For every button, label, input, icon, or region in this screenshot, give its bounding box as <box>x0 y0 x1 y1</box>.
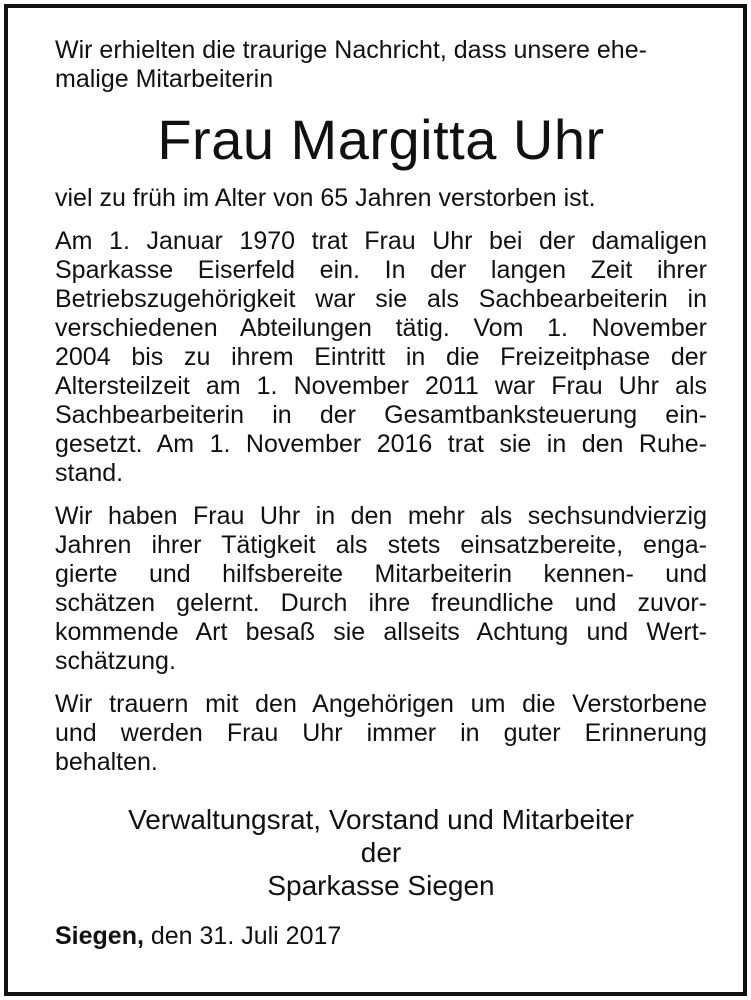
text-line: Betriebszugehörigkeit war sie als Sachbearbeiterin in <box>55 285 707 313</box>
text-line: kommende Art besaß sie allseits Achtung und Wert- <box>55 618 707 646</box>
text-line: Jahren ihrer Tätigkeit als stets einsatzbereite, enga- <box>55 531 707 559</box>
obituary-notice <box>4 4 747 996</box>
intro-line: Wir erhielten die traurige Nachricht, dass unsere ehe- <box>55 36 647 64</box>
text-line: Altersteilzeit am 1. November 2011 war Frau Uhr als <box>55 372 707 400</box>
intro-text <box>55 36 707 94</box>
signature-block <box>55 803 707 902</box>
text-line: schätzen gelernt. Durch ihre freundliche und zuvor- <box>55 589 707 617</box>
deceased-name: Frau Margitta Uhr <box>157 108 605 171</box>
career-paragraph <box>55 227 707 488</box>
text-line: verschiedenen Abteilungen tätig. Vom 1. November <box>55 314 707 342</box>
text-line: und werden Frau Uhr immer in guter Erinnerung <box>55 719 707 747</box>
intro-line: malige Mitarbeiterin <box>55 65 274 93</box>
place-date <box>55 922 707 951</box>
text-line: Am 1. Januar 1970 trat Frau Uhr bei der damaligen <box>55 227 707 255</box>
place-name: Siegen, <box>55 922 144 950</box>
signature-line: Verwaltungsrat, Vorstand und Mitarbeiter <box>128 804 634 835</box>
text-line: schätzung. <box>55 647 176 675</box>
mourning-paragraph <box>55 690 707 777</box>
text-line: Sachbearbeiterin in der Gesamtbanksteuerung ein- <box>55 401 707 429</box>
text-line: gesetzt. Am 1. November 2016 trat sie in den Ruhe- <box>55 430 707 458</box>
appreciation-paragraph <box>55 502 707 676</box>
signature-line: der <box>360 837 402 868</box>
text-line: 2004 bis zu ihrem Eintritt in die Freizeitphase der <box>55 343 707 371</box>
signature-line: Sparkasse Siegen <box>267 870 495 901</box>
text-line: behalten. <box>55 748 158 776</box>
notice-content <box>55 36 707 951</box>
text-line: Sparkasse Eiserfeld ein. In der langen Zeit ihrer <box>55 256 707 284</box>
text-line: Wir trauern mit den Angehörigen um die Verstorbene <box>55 690 707 718</box>
text-line: stand. <box>55 459 124 487</box>
age-statement: viel zu früh im Alter von 65 Jahren verstorben ist. <box>55 184 596 212</box>
date-text: den 31. Juli 2017 <box>143 922 342 950</box>
text-line: Wir haben Frau Uhr in den mehr als sechsundvierzig <box>55 502 707 530</box>
text-line: gierte und hilfsbereite Mitarbeiterin kennen- und <box>55 560 707 588</box>
